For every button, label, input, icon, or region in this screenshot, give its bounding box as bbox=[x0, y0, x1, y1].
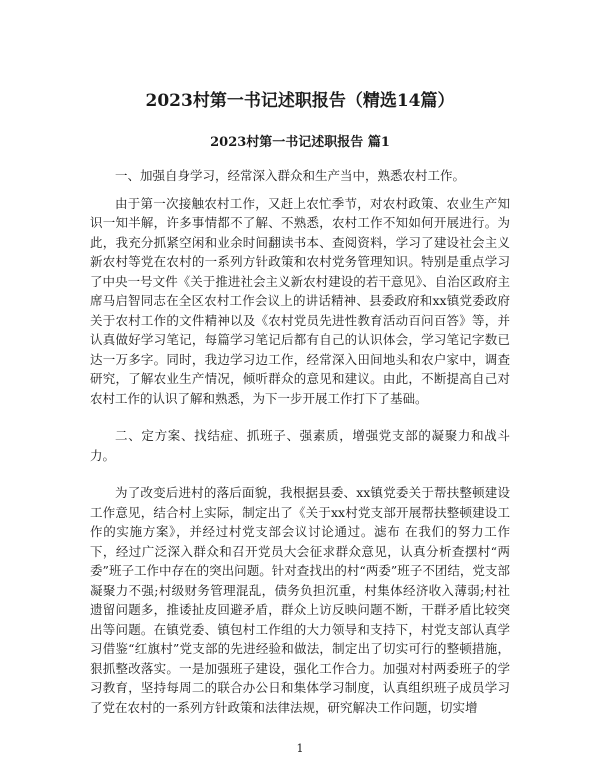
document-body bbox=[90, 166, 510, 717]
paragraph-body-2: 为了改变后进村的落后面貌，我根据县委、xx镇党委关于帮扶整顿建设工作意见，结合村上实际，制定出了《关于xx村党支部开展帮扶整顿建设工作的实施方案》，并经过村党支部会议讨论通过。滤布 在我们的努力工作下，经过广泛深入群众和召开党员大会征求群众意见，认真分析查摆村“两委”班子工作中存在的突出问题。针对查找出的村“两委”班子不团结，党支部凝聚力不强;村级财务管理混乱，债务负担沉重，村集体经济收入薄弱;村社遗留问题多，推诿扯皮回避矛盾，群众上访反映问题不断，干群矛盾比较突出等问题。在镇党委、镇包村工作组的大力领导和支持下，村党支部认真学习借鉴“红旗村”党支部的先进经验和做法，制定出了切实可行的整顿措施，狠抓整改落实。一是加强班子建设，强化工作合力。加强对村两委班子的学习教育，坚持每周二的联合办公日和集体学习制度，认真组织班子成员学习了党在农村的一系列方针政策和法律法规，研究解决工作问题，切实增 bbox=[90, 485, 510, 715]
paragraph-body-1: 由于第一次接触农村工作，又赶上农忙季节，对农村政策、农业生产知识一知半解，许多事情都不了解、不熟悉，农村工作不知如何开展进行。为此，我充分抓紧空闲和业余时间翻读书本、查阅资料，学习了建设社会主义新农村等党在农村的一系列方针政策和农村党务管理知识。特别是重点学习了中央一号文件《关于推进社会主义新农村建设的若干意见》、自治区政府主席马启智同志在全区农村工作会议上的讲话精神、县委政府和xx镇党委政府关于农村工作的文件精神以及《农村党员先进性教育活动百问百答》等，并认真做好学习笔记，每篇学习笔记后都有自己的认识体会，学习笔记字数已达一万多字。同时，我边学习边工作，经常深入田间地头和农户家中，调查研究，了解农业生产情况，倾听群众的意见和建议。由此，不断提高自己对农村工作的认识了解和熟悉，为下一步开展工作打下了基础。 bbox=[90, 195, 510, 406]
document-title: 2023村第一书记述职报告（精选14篇） bbox=[145, 91, 455, 111]
page-number: 1 bbox=[296, 742, 304, 755]
paragraph-heading-1: 一、加强自身学习，经常深入群众和生产当中，熟悉农村工作。 bbox=[115, 168, 466, 183]
section-title: 2023村第一书记述职报告 篇1 bbox=[210, 135, 390, 150]
paragraph-heading-2: 二、定方案、找结症、抓班子、强素质，增强党支部的凝聚力和战斗力。 bbox=[90, 428, 510, 463]
